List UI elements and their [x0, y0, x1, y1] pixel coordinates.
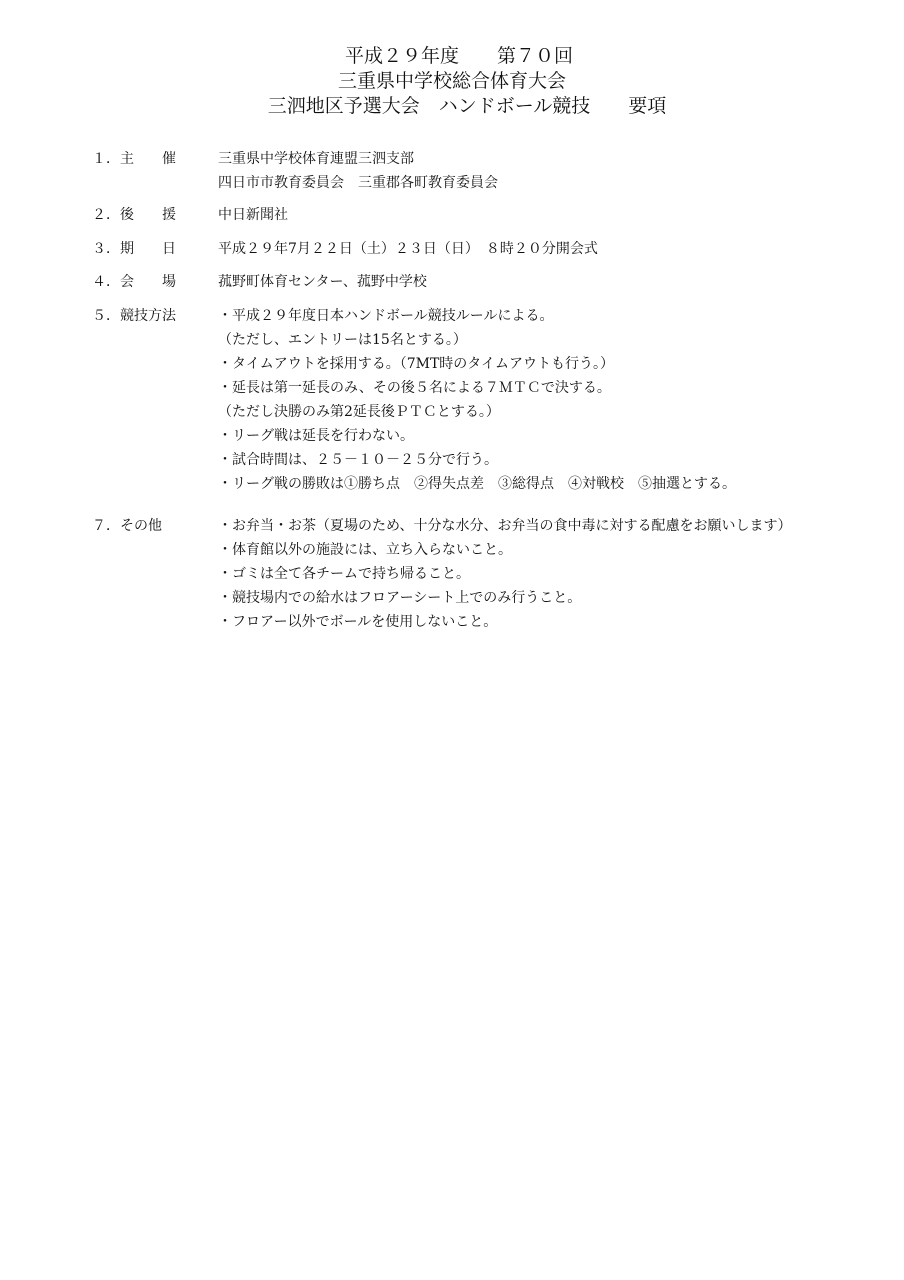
- section-label-organizer: １．主 催: [92, 151, 176, 167]
- organizer-line-1: 三重県中学校体育連盟三泗支部: [218, 151, 414, 167]
- organizer-line-2: 四日市市教育委員会 三重郡各町教育委員会: [218, 175, 498, 191]
- title-line-1: 平成２９年度 第７０回: [344, 45, 573, 67]
- other-line-4: ・競技場内での給水はフロアーシート上でのみ行うこと。: [218, 590, 582, 606]
- date-line-1: 平成２９年7月２２日（土）２３日（日） ８時２０分開会式: [218, 241, 598, 257]
- section-label-rules: ５．競技方法: [92, 308, 176, 324]
- rules-line-4: ・延長は第一延長のみ、その後５名による７ＭＴＣで決する。: [218, 380, 611, 396]
- venue-line-1: 菰野町体育センター、菰野中学校: [218, 274, 427, 290]
- other-line-2: ・体育館以外の施設には、立ち入らないこと。: [218, 542, 512, 558]
- other-line-1: ・お弁当・お茶（夏場のため、十分な水分、お弁当の食中毒に対する配慮をお願いします）: [218, 518, 792, 534]
- rules-line-5: （ただし決勝のみ第2延長後ＰＴＣとする。）: [218, 404, 500, 420]
- section-label-other: ７．その他: [92, 518, 162, 534]
- title-line-2: 三重県中学校総合体育大会: [337, 70, 566, 92]
- rules-line-1: ・平成２９年度日本ハンドボール競技ルールによる。: [218, 308, 554, 324]
- rules-line-3: ・タイムアウトを採用する。（7MT時のタイムアウトも行う。）: [218, 356, 615, 372]
- section-label-sponsor: ２．後 援: [92, 207, 176, 223]
- other-line-3: ・ゴミは全て各チームで持ち帰ること。: [218, 566, 470, 582]
- rules-line-2: （ただし、エントリーは15名とする。）: [218, 332, 467, 348]
- rules-line-7: ・試合時間は、２５－１０－２５分で行う。: [218, 452, 498, 468]
- other-line-5: ・フロアー以外でボールを使用しないこと。: [218, 614, 498, 630]
- sponsor-line-1: 中日新聞社: [218, 207, 288, 223]
- rules-line-6: ・リーグ戦は延長を行わない。: [218, 428, 414, 444]
- section-label-date: ３．期 日: [92, 241, 176, 257]
- section-label-venue: ４．会 場: [92, 274, 176, 290]
- rules-line-8: ・リーグ戦の勝敗は①勝ち点 ②得失点差 ③総得点 ④対戦校 ⑤抽選とする。: [218, 476, 736, 492]
- title-line-3: 三泗地区予選大会 ハンドボール競技 要項: [267, 95, 667, 117]
